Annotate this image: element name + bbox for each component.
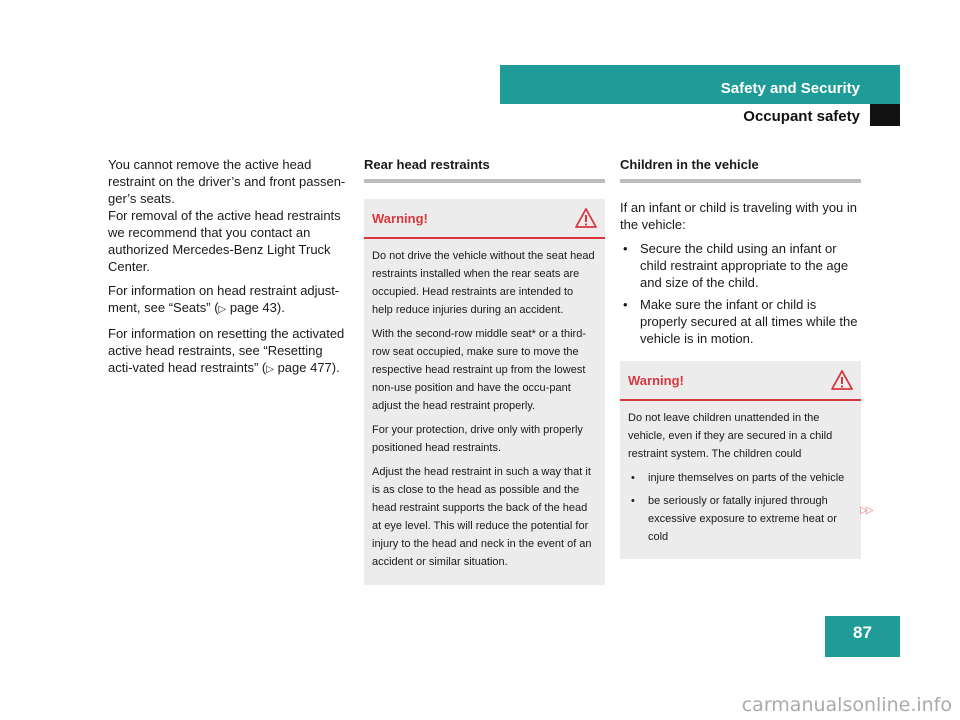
section-title: Safety and Security — [720, 80, 860, 97]
warning-title: Warning! — [372, 210, 428, 226]
warning-header — [364, 199, 605, 239]
warning-title: Warning! — [628, 372, 684, 388]
column-middle — [364, 156, 605, 585]
section-heading: Rear head restraints — [364, 156, 605, 183]
watermark: carmanualsonline.info — [741, 694, 952, 716]
list-item: • injure themselves on parts of the vehicle — [628, 469, 853, 487]
warning-triangle-icon — [831, 370, 853, 390]
warning-paragraph: For your protection, drive only with properly positioned head restraints. — [372, 424, 583, 454]
warning-body — [364, 239, 605, 571]
page-number: 87 — [825, 616, 900, 657]
list-item: • Make sure the infant or child is properly secured at all times while the vehicle is in motion. — [620, 296, 861, 347]
warning-box — [620, 361, 861, 559]
warning-paragraph: Do not drive the vehicle without the seat head restraints installed when the rear seats are occupied. Head restraints are intended to help reduce injuries during an accident. — [372, 250, 595, 316]
section-heading: Children in the vehicle — [620, 156, 861, 183]
bullet-list — [628, 469, 853, 546]
bullet-list — [620, 240, 861, 347]
page-ref-triangle-icon: ▷ — [218, 304, 227, 315]
paragraph: If an infant or child is traveling with you in the vehicle: — [620, 200, 858, 232]
paragraph — [108, 156, 350, 275]
column-left — [108, 156, 350, 385]
paragraph — [108, 282, 350, 318]
warning-paragraph: With the second-row middle seat* or a third-row seat occupied, make sure to move the respective head restraint up from the lowest non-use position and have the occu-pant adjust the head restraint properly. — [372, 328, 586, 412]
warning-triangle-icon — [575, 208, 597, 228]
warning-body — [620, 401, 861, 546]
list-item: • be seriously or fatally injured through excessive exposure to extreme heat or cold — [628, 492, 853, 546]
page-ref-triangle-icon: ▷ — [266, 364, 274, 375]
paragraph-text: For removal of the active head restraints we recommend that you contact an authorized Mercedes-Benz Light Truck Center. — [108, 208, 341, 274]
header-corner-block — [870, 104, 900, 126]
column-right — [620, 156, 861, 559]
page-reference-link[interactable]: page 477). — [277, 360, 340, 375]
paragraph-text: For information on head restraint adjust-ment, see “Seats” ( — [108, 283, 340, 315]
continue-arrow-icon: ▷▷ — [860, 505, 872, 516]
paragraph-text: For information on resetting the activated active head restraints, see “Resetting acti-vated head restraints” ( — [108, 326, 345, 375]
warning-paragraph: Do not leave children unattended in the vehicle, even if they are secured in a child restraint system. The children could — [628, 412, 833, 460]
subsection-title: Occupant safety — [743, 108, 860, 125]
paragraph — [108, 325, 350, 378]
warning-header — [620, 361, 861, 401]
list-item: • Secure the child using an infant or child restraint appropriate to the age and size of the child. — [620, 240, 861, 291]
paragraph-text: You cannot remove the active head restraint on the driver’s and front passen-ger’s seats. — [108, 157, 346, 206]
page-reference-link[interactable]: page 43). — [229, 300, 285, 315]
warning-paragraph: Adjust the head restraint in such a way that it is as close to the head as possible and the head restraint supports the back of the head at eye level. This will reduce the potential for injury to the head and neck in the event of an accident or similar situation. — [372, 466, 592, 568]
warning-box — [364, 199, 605, 585]
